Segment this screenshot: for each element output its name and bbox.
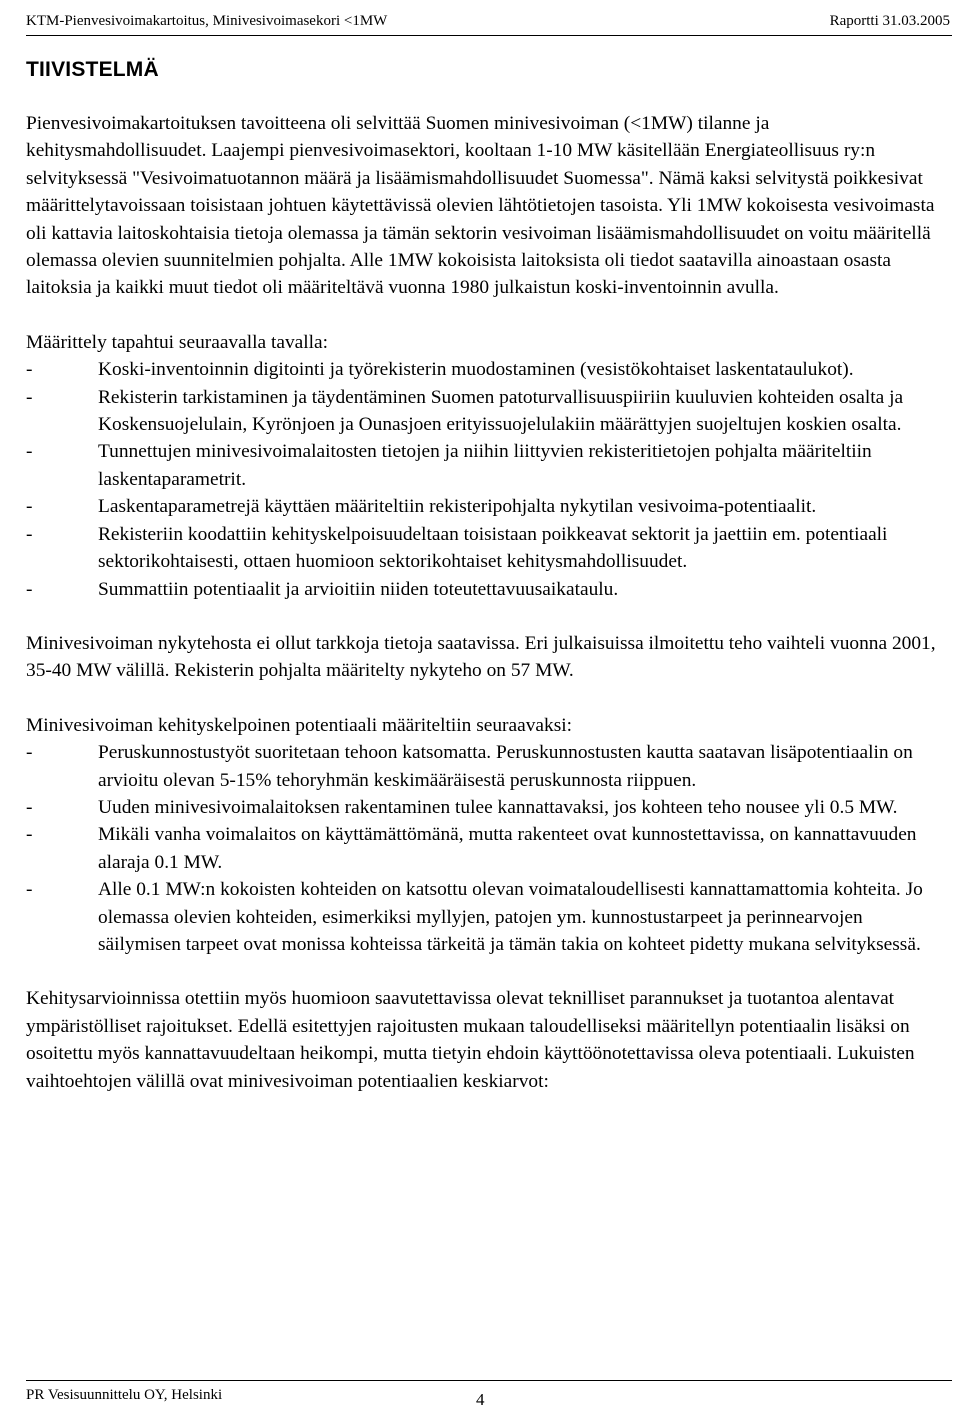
spacer <box>26 603 936 630</box>
list-item-text: Peruskunnostustyöt suoritetaan tehoon katsomatta. Peruskunnostusten kautta saatavan lisäpotentiaalin on arvioitu olevan 5-15% tehoryhmän keskimääräisestä peruskunnosta riippuen. <box>98 742 913 791</box>
list-item <box>26 739 936 794</box>
potential-list <box>26 739 936 958</box>
list-item-text: Uuden minivesivoimalaitoksen rakentaminen tulee kannattavaksi, jos kohteen teho nousee yli 0.5 MW. <box>98 796 898 818</box>
section-title: TIIVISTELMÄ <box>26 58 159 81</box>
bullet-dash: - <box>26 441 33 463</box>
paragraph-potential-intro: Minivesivoiman kehityskelpoinen potentiaali määriteltiin seuraavaksi: <box>26 714 573 736</box>
bullet-dash: - <box>26 359 33 381</box>
list-item-text: Rekisteriin koodattiin kehityskelpoisuudeltaan toisistaan poikkeavat sektorit ja jaettiin em. potentiaali sektorikohtaisesti, ottaen huomioon sektorikohtaiset kehitysmahdollisuudet. <box>98 523 888 573</box>
bullet-dash: - <box>26 824 33 846</box>
bullet-dash: - <box>26 879 33 901</box>
list-item <box>26 876 936 958</box>
list-item <box>26 576 936 603</box>
bullet-dash: - <box>26 523 33 545</box>
page-number: 4 <box>476 1390 485 1409</box>
spacer <box>26 302 936 329</box>
list-item-text: Rekisterin tarkistaminen ja täydentäminen Suomen patoturvallisuuspiiriin kuuluvien kohteiden osalta ja Koskensuojelulain, Kyrönjoen ja Ounasjoen erityissuojelulakiin määrättyjen suojeltujen koskien osalta. <box>98 386 904 436</box>
document-body <box>26 110 936 1095</box>
list-item-text: Tunnettujen minivesivoimalaitosten tietojen ja niihin liittyvien rekisteritietojen pohjalta määriteltiin laskentaparametrit. <box>98 441 872 490</box>
running-header-title: KTM-Pienvesivoimakartoitus, Minivesivoimasekori <1MW <box>26 13 388 29</box>
spacer <box>26 958 936 985</box>
list-item <box>26 384 936 439</box>
list-item-text: Mikäli vanha voimalaitos on käyttämättömänä, mutta rakenteet ovat kunnostettavissa, on kannattavuuden alaraja 0.1 MW. <box>98 824 917 873</box>
list-item <box>26 821 936 876</box>
header-divider <box>26 35 952 36</box>
bullet-dash: - <box>26 578 33 600</box>
paragraph-current-capacity: Minivesivoiman nykytehosta ei ollut tarkkoja tietoja saatavissa. Eri julkaisuissa ilmoitettu teho vaihteli vuonna 2001, 35-40 MW välillä. Rekisterin pohjalta määritelty nykyteho on 57 MW. <box>26 632 936 682</box>
list-item <box>26 521 936 576</box>
footer-company: PR Vesisuunnittelu OY, Helsinki <box>26 1387 223 1403</box>
list-item <box>26 356 936 383</box>
list-item-text: Alle 0.1 MW:n kokoisten kohteiden on katsottu olevan voimataloudellisesti kannattamattomia kohteita. Jo olemassa olevien kohteiden, esimerkiksi myllyjen, patojen ym. kunnostustarpeet ja perinnearvojen säilymisen tarpeet ovat monissa kohteissa tärkeitä ja tämän takia on kohteet pidetty mukana selvityksessä. <box>98 879 923 955</box>
paragraph-method-intro: Määrittely tapahtui seuraavalla tavalla: <box>26 331 329 353</box>
spacer <box>26 685 936 712</box>
bullet-dash: - <box>26 742 33 764</box>
running-header-date: Raportti 31.03.2005 <box>829 13 950 29</box>
list-item-text: Laskentaparametrejä käyttäen määriteltiin rekisteripohjalta nykytilan vesivoima-potentiaalit. <box>98 496 817 518</box>
list-item <box>26 493 936 520</box>
paragraph-assessment: Kehitysarvioinnissa otettiin myös huomioon saavutettavissa olevat teknilliset parannukset ja tuotantoa alentavat ympäristölliset rajoitukset. Edellä esitettyjen rajoitusten mukaan taloudelliseksi määritellyn potentiaalin lisäksi on osoitettu myös kannattavuudeltaan heikompi, mutta tietyin ehdoin käyttöönotettavissa oleva potentiaali. Lukuisten vaihtoehtojen välillä ovat minivesivoiman potentiaalien keskiarvot: <box>26 988 915 1092</box>
list-item-text: Koski-inventoinnin digitointi ja työrekisterin muodostaminen (vesistökohtaiset laskentataulukot). <box>98 359 854 381</box>
bullet-dash: - <box>26 386 33 408</box>
method-list <box>26 356 936 603</box>
bullet-dash: - <box>26 496 33 518</box>
bullet-dash: - <box>26 796 33 818</box>
footer-divider <box>26 1380 952 1381</box>
list-item <box>26 438 936 493</box>
list-item <box>26 794 936 821</box>
list-item-text: Summattiin potentiaalit ja arvioitiin niiden toteutettavuusaikataulu. <box>98 578 619 600</box>
paragraph-intro: Pienvesivoimakartoituksen tavoitteena oli selvittää Suomen minivesivoiman (<1MW) tilanne ja kehitysmahdollisuudet. Laajempi pienvesivoimasektori, kooltaan 1-10 MW käsitellään Energiateollisuus ry:n selvityksessä "Vesivoimatuotannon määrä ja lisäämismahdollisuudet Suomessa". Nämä kaksi selvitystä poikkesivat määrittelytavoissaan toisistaan johtuen käytettävissä olevien lähtötietojen tasoista. Yli 1MW kokoisesta vesivoimasta oli kattavia laitoskohtaisia tietoja olemassa ja tämän sektorin vesivoiman lisäämismahdollisuudet on voitu määritellä olemassa olevien suunnitelmien pohjalta. Alle 1MW kokoisista laitoksista oli tiedot saatavilla ainoastaan osasta laitoksia ja kaikki muut tiedot oli määriteltävä vuonna 1980 julkaistun koski-inventoinnin avulla. <box>26 113 935 299</box>
